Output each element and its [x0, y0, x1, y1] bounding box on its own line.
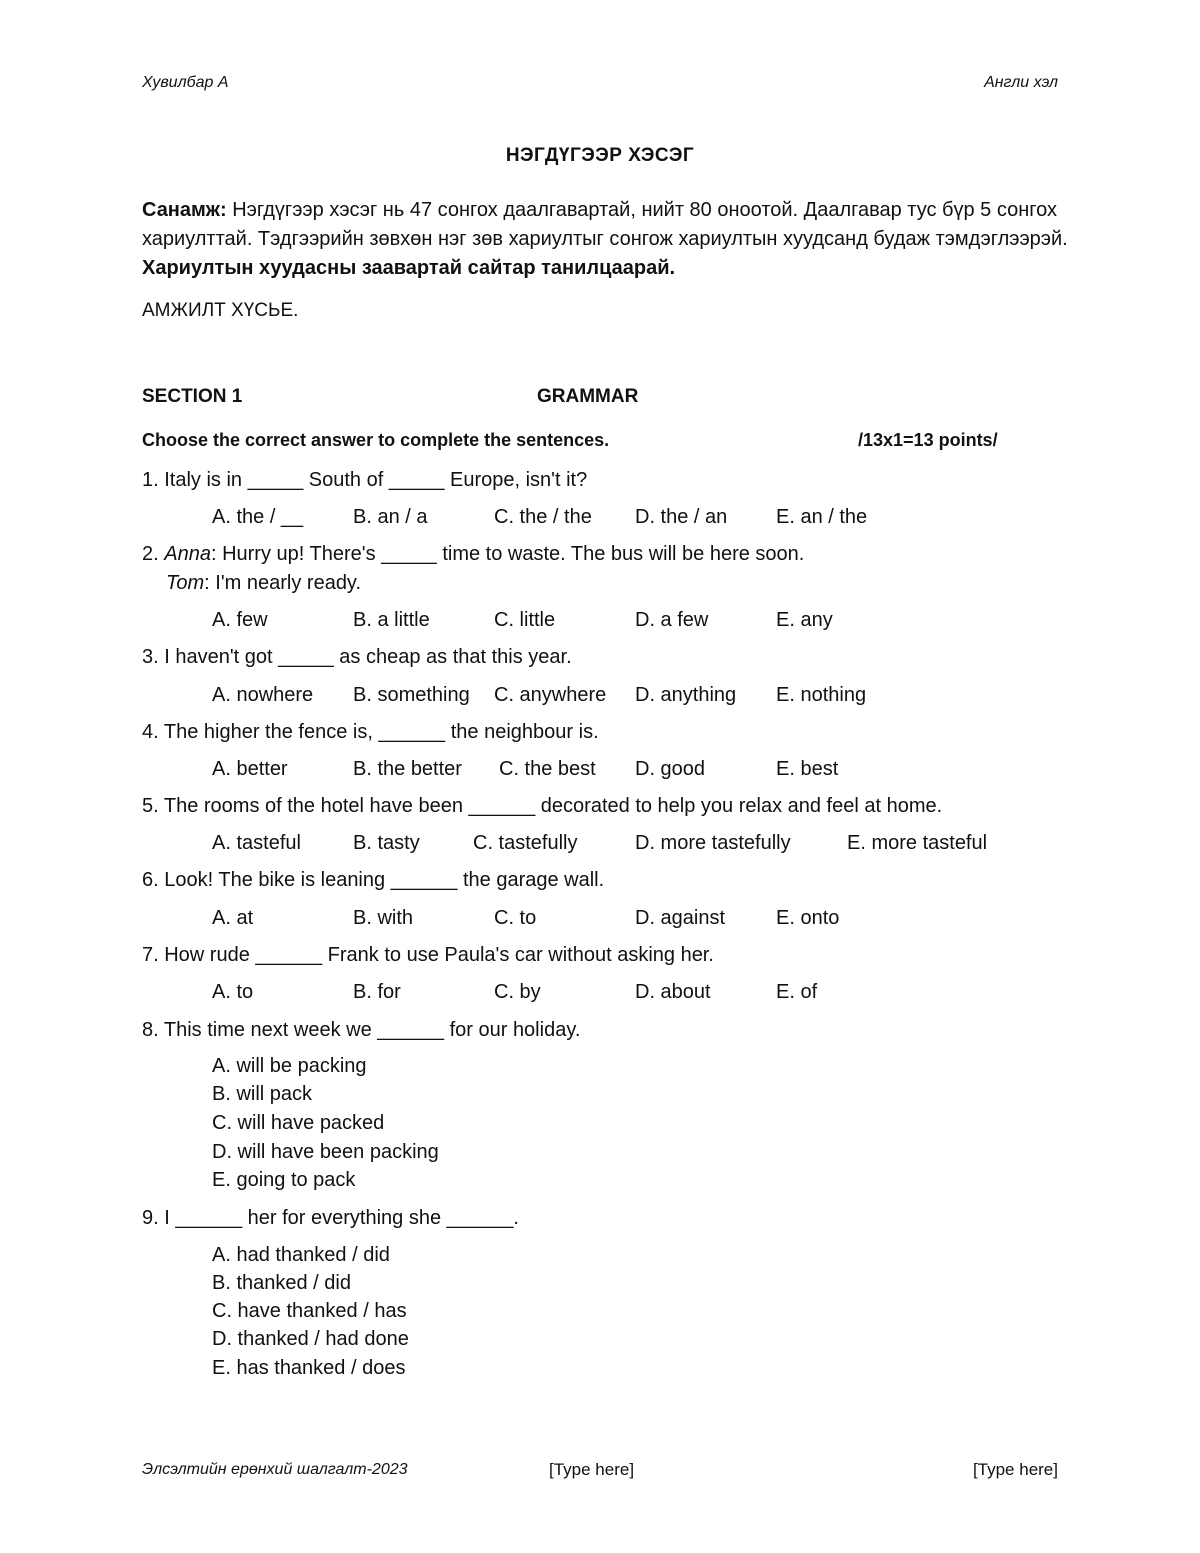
- question-stem: [142, 543, 804, 566]
- question-stem: 1. Italy is in _____ South of _____ Europe, isn't it?: [142, 469, 588, 491]
- dialogue-line: : I'm nearly ready.: [204, 572, 362, 594]
- question-option: D. the / an: [635, 506, 728, 528]
- question-option: B. something: [353, 684, 470, 706]
- question-option: E. an / the: [776, 506, 868, 528]
- question-option: D. against: [635, 907, 726, 929]
- question-option: B. a little: [353, 609, 430, 631]
- question-option: D. about: [635, 981, 711, 1003]
- question-option: D. anything: [635, 684, 737, 706]
- question-option: C. to: [494, 907, 537, 929]
- question-option: A. at: [212, 907, 254, 929]
- question-option: E. best: [776, 758, 839, 780]
- question-option: D. will have been packing: [212, 1141, 439, 1163]
- question-option: C. by: [494, 981, 541, 1003]
- question-option: A. the / __: [212, 506, 304, 528]
- note-text: Нэгдүгээр хэсэг нь 47 сонгох даалгавартай, нийт 80 оноотой. Даалгавар тус бүр 5 сонгох хариулттай. Тэдгээрийн зөвхөн нэг зөв хариултыг сонгож хариултын хуудсанд будаж тэмдэглээрэй.: [142, 199, 1068, 250]
- question-option: C. have thanked / has: [212, 1300, 407, 1322]
- question-option: E. going to pack: [212, 1169, 356, 1191]
- dialogue-line: : Hurry up! There's _____ time to waste. The bus will be here soon.: [210, 543, 805, 565]
- question-option: B. tasty: [353, 832, 420, 854]
- instruction-points: /13x1=13 points/: [858, 430, 998, 450]
- question-option: E. has thanked / does: [212, 1357, 406, 1379]
- question-option: B. for: [353, 981, 401, 1003]
- question-option: A. nowhere: [212, 684, 314, 706]
- question-option: B. an / a: [353, 506, 428, 528]
- question-option: D. thanked / had done: [212, 1328, 409, 1350]
- question-option: E. any: [776, 609, 833, 631]
- section-number: SECTION 1: [142, 386, 243, 407]
- header-subject: Англи хэл: [984, 74, 1058, 91]
- question-option: C. will have packed: [212, 1112, 385, 1134]
- question-option: A. to: [212, 981, 254, 1003]
- question-option: C. the / the: [494, 506, 592, 528]
- note-bold-text: Хариултын хуудасны заавартай сайтар танилцаарай.: [142, 257, 676, 279]
- question-option: E. of: [776, 981, 818, 1003]
- note-paragraph: [142, 196, 1072, 283]
- question-option: A. had thanked / did: [212, 1244, 390, 1266]
- question-stem: 7. How rude ______ Frank to use Paula's car without asking her.: [142, 944, 714, 966]
- footer-placeholder-right: [Type here]: [972, 1460, 1058, 1479]
- question-option: E. more tasteful: [847, 832, 988, 854]
- question-stem: 3. I haven't got _____ as cheap as that this year.: [142, 646, 572, 668]
- question-stem: 8. This time next week we ______ for our holiday.: [142, 1019, 581, 1041]
- question-option: E. onto: [776, 907, 840, 929]
- section-name: GRAMMAR: [537, 386, 639, 407]
- question-option: D. a few: [635, 609, 709, 631]
- good-luck-text: АМЖИЛТ ХҮСЬЕ.: [142, 300, 299, 321]
- question-option: E. nothing: [776, 684, 867, 706]
- question-option: C. little: [494, 609, 556, 631]
- question-stem: 4. The higher the fence is, ______ the neighbour is.: [142, 721, 599, 743]
- question-stem-line2: [166, 572, 361, 595]
- question-option: D. good: [635, 758, 706, 780]
- question-option: C. anywhere: [494, 684, 607, 706]
- footer-placeholder-center: [Type here]: [549, 1460, 635, 1479]
- question-option: B. thanked / did: [212, 1272, 351, 1294]
- page-title: НЭГДҮГЭЭР ХЭСЭГ: [505, 145, 695, 166]
- question-option: C. tastefully: [473, 832, 578, 854]
- question-option: A. better: [212, 758, 288, 780]
- question-option: C. the best: [499, 758, 596, 780]
- question-stem: 9. I ______ her for everything she ______.: [142, 1207, 519, 1229]
- speaker-name: Tom: [166, 572, 205, 594]
- footer-exam-name: Элсэлтийн ерөнхий шалгалт-2023: [142, 1461, 408, 1478]
- question-option: B. with: [353, 907, 414, 929]
- question-option: A. few: [212, 609, 268, 631]
- question-stem: 6. Look! The bike is leaning ______ the garage wall.: [142, 869, 605, 891]
- question-stem: 5. The rooms of the hotel have been ______ decorated to help you relax and feel at home.: [142, 795, 943, 817]
- question-option: A. will be packing: [212, 1055, 367, 1077]
- question-option: B. will pack: [212, 1083, 313, 1105]
- note-label: Санамж:: [142, 199, 227, 221]
- question-number: 2.: [142, 543, 165, 565]
- question-option: A. tasteful: [212, 832, 301, 854]
- instruction-text: Choose the correct answer to complete the sentences.: [142, 430, 610, 450]
- question-option: B. the better: [353, 758, 462, 780]
- speaker-name: Anna: [164, 543, 211, 565]
- header-variant: Хувилбар А: [142, 74, 229, 91]
- question-option: D. more tastefully: [635, 832, 791, 854]
